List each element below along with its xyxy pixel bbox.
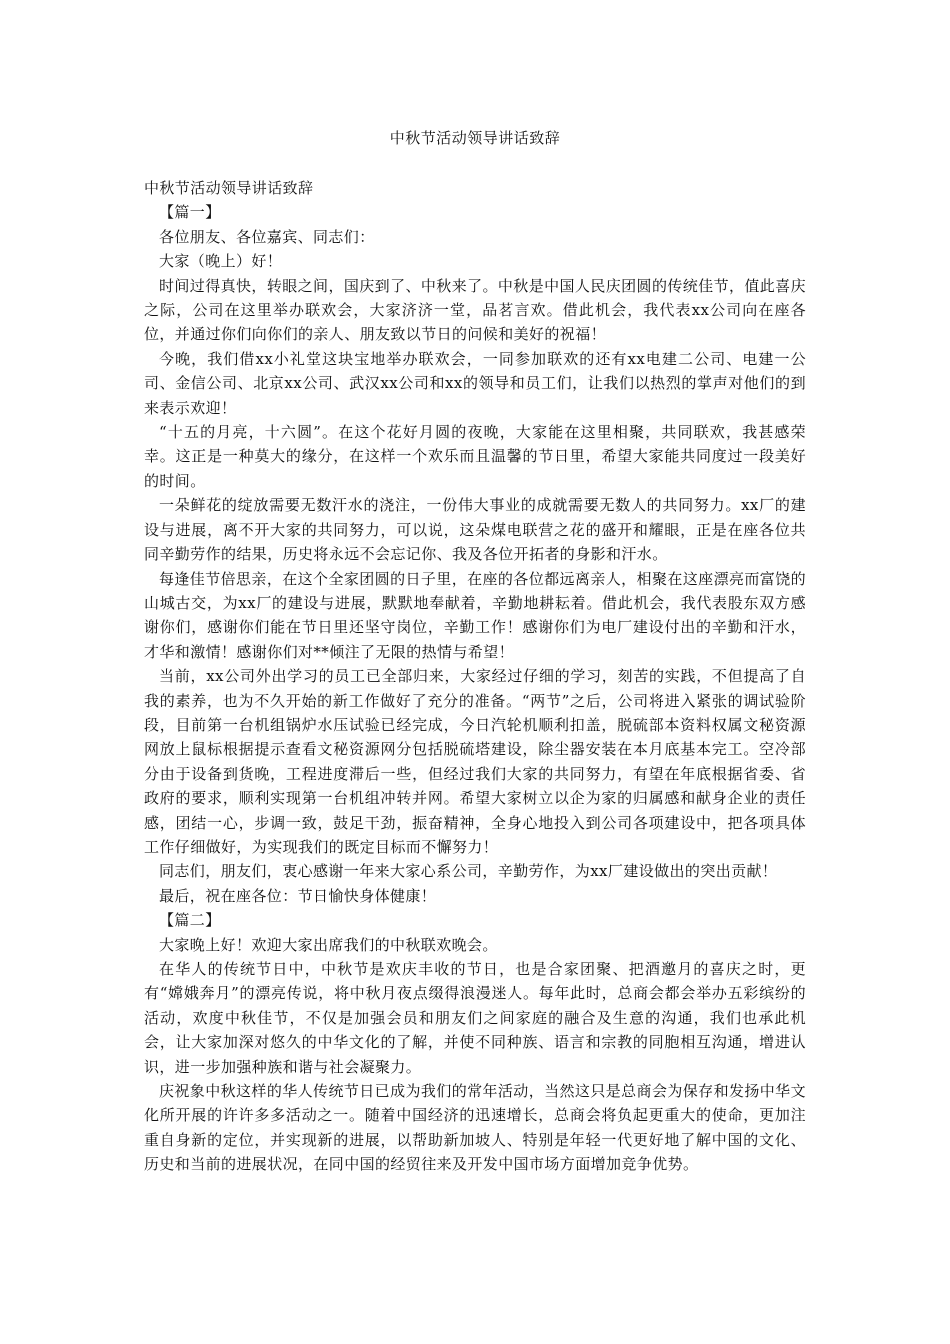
greeting: 大家（晚上）好！ (159, 252, 283, 271)
closing-wish: 最后，祝在座各位：节日愉快身体健康！ (159, 886, 437, 905)
paragraph: 庆祝象中秋这样的华人传统节日已成为我们的常年活动，当然这只是总商会为保存和发扬中华文化所开展的许许多多活动之一。随着中国经济的迅速增长，总商会将负起更重大的使命，更加注重自身新的定位，并实现新的进展，以帮助新加坡人、特别是年轻一代更好地了解中国的文化、历史和当前的进展状况，在同中国的经贸往来及开发中国市场方面增加竞争优势。 (144, 1082, 806, 1174)
paragraph: 每逢佳节倍思亲，在这个全家团圆的日子里，在座的各位都远离亲人，相聚在这座漂亮而富饶的山城古交，为xx厂的建设与进展，默默地奉献着，辛勤地耕耘着。借此机会，我代表股东双方感谢你们，感谢你们能在节日里还坚守岗位，辛勤工作！感谢你们为电厂建设付出的辛勤和汗水，才华和激情！感谢你们对**倾注了无限的热情与希望！ (144, 569, 806, 661)
paragraph: 当前，xx公司外出学习的员工已全部归来，大家经过仔细的学习，刻苦的实践，不但提高了自我的素养，也为不久开始的新工作做好了充分的准备。“两节”之后，公司将进入紧张的调试验阶段，目前第一台机组锅炉水压试验已经完成，今日汽轮机顺利扣盖，脱硫部本资料权属文秘资源网放上鼠标根据提示查看文秘资源网分包括脱硫塔建设，除尘器安装在本月底基本完工。空冷部分由于设备到货晚，工程进度滞后一些，但经过我们大家的共同努力，有望在年底根据省委、省政府的要求，顺利实现第一台机组冲转并网。希望大家树立以企为家的归属感和献身企业的责任感，团结一心，步调一致，鼓足干劲，振奋精神，全身心地投入到公司各项建设中，把各项具体工作仔细做好，为实现我们的既定目标而不懈努力！ (144, 667, 806, 856)
paragraph: “十五的月亮，十六圆”。在这个花好月圆的夜晚，大家能在这里相聚，共同联欢，我甚感荣幸。这正是一种莫大的缘分，在这样一个欢乐而且温馨的节日里，希望大家能共同度过一段美好的时间。 (144, 423, 806, 490)
paragraph: 在华人的传统节日中，中秋节是欢庆丰收的节日，也是合家团聚、把酒邀月的喜庆之时，更有“嫦娥奔月”的漂亮传说，将中秋月夜点缀得浪漫迷人。每年此时，总商会都会举办五彩缤纷的活动，欢度中秋佳节，不仅是加强会员和朋友们之间家庭的融合及生意的沟通，我们也承此机会，让大家加深对悠久的中华文化的了解，并使不同种族、语言和宗教的同胞相互沟通，增进认识，进一步加强种族和谐与社会凝聚力。 (144, 960, 806, 1076)
paragraph: 时间过得真快，转眼之间，国庆到了、中秋来了。中秋是中国人民庆团圆的传统佳节，值此喜庆之际，公司在这里举办联欢会，大家济济一堂，品茗言欢。借此机会，我代表xx公司向在座各位，并通过你们向你们的亲人、朋友致以节日的问候和美好的祝福！ (144, 276, 806, 344)
paragraph: 大家晚上好！欢迎大家出席我们的中秋联欢晚会。 (159, 935, 498, 954)
section-heading-1: 【篇一】 (159, 203, 221, 222)
document-body (144, 176, 806, 1177)
paragraph: 同志们，朋友们，衷心感谢一年来大家心系公司，辛勤劳作，为xx厂建设做出的突出贡献！ (159, 862, 778, 881)
section-heading-2: 【篇二】 (159, 911, 221, 930)
paragraph: 一朵鲜花的绽放需要无数汗水的浇注，一份伟大事业的成就需要无数人的共同努力。xx厂的建设与进展，离不开大家的共同努力，可以说，这朵煤电联营之花的盛开和耀眼，正是在座各位共同辛勤劳作的结果，历史将永远不会忘记你、我及各位开拓者的身影和汗水。 (144, 496, 806, 564)
document-subtitle: 中秋节活动领导讲话致辞 (144, 179, 314, 197)
salutation: 各位朋友、各位嘉宾、同志们： (159, 227, 375, 246)
page-title: 中秋节活动领导讲话致辞 (389, 129, 561, 147)
paragraph: 今晚，我们借xx小礼堂这块宝地举办联欢会，一同参加联欢的还有xx电建二公司、电建一公司、金信公司、北京xx公司、武汉xx公司和xx的领导和员工们，让我们以热烈的掌声对他们的到来表示欢迎！ (144, 349, 806, 417)
